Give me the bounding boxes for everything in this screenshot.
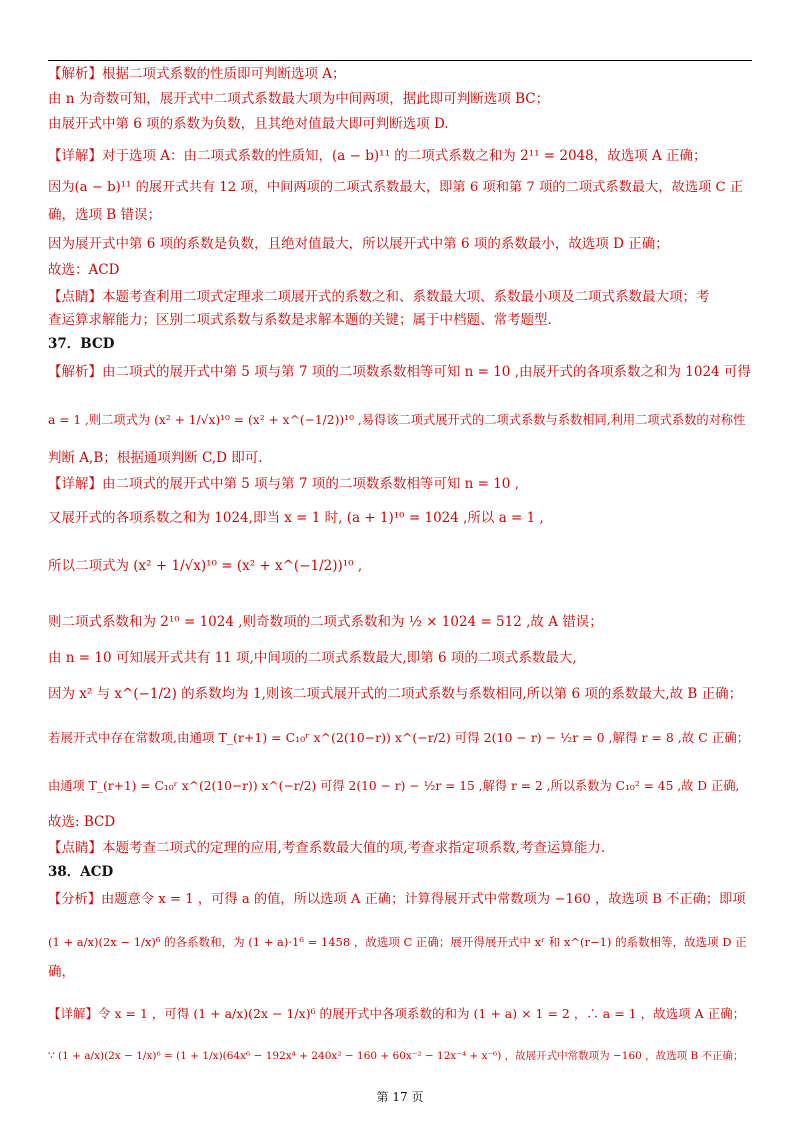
text-line: 由展开式中第 6 项的系数为负数，且其绝对值最大即可判断选项 D. [48,116,449,132]
text-line: 因为 x² 与 x^(−1/2) 的系数均为 1,则该二项式展开式的二项式系数与系数相同,所以第 6 项的系数最大,故 B 正确； [48,686,743,702]
text-line: 【详解】由二项式的展开式中第 5 项与第 7 项的二项数系数相等可知 n = 10 , [48,476,519,492]
text-line: 由 n = 10 可知展开式共有 11 项,中间项的二项式系数最大,即第 6 项的二项式系数最大, [48,650,577,666]
text-line: 【点睛】本题考查利用二项式定理求二项展开式的系数之和、系数最大项、系数最小项及二项式系数最大项；考 [48,289,710,305]
text-line: 【点睛】本题考查二项式的定理的应用,考查系数最大值的项,考查求指定项系数,考查运算能力. [48,840,606,856]
text-line: 因为(a − b)¹¹ 的展开式共有 12 项，中间两项的二项式系数最大，即第 6 项和第 7 项的二项式系数最大，故选项 C 正 [48,180,744,195]
question-number: 37．BCD [48,336,115,352]
text-line: 【解析】由二项式的展开式中第 5 项与第 7 项的二项数系数相等可知 n = 10 ,由展开式的各项系数之和为 1024 可得 [48,364,751,380]
formula-line: ∵ (1 + a/x)(2x − 1/x)⁶ = (1 + 1/x)(64x⁶ − 192x⁴ + 240x² − 160 + 60x⁻² − 12x⁻⁴ + x⁻⁶) ，故展开式中常数项为 −160 ，故选项 B 不正确； [48,1050,744,1062]
text-line: 确， [48,964,75,980]
formula-line: 【详解】令 x = 1 ，可得 (1 + a/x)(2x − 1/x)⁶ 的展开式中各项系数的和为 (1 + a) × 1 = 2 ，∴ a = 1 ，故选项 A 正确； [48,1006,746,1021]
text-line: 又展开式的各项系数之和为 1024,即当 x = 1 时, (a + 1)¹⁰ = 1024 ,所以 a = 1 , [48,510,544,526]
question-number: 38．ACD [48,864,114,880]
text-line: 则二项式系数和为 2¹⁰ = 1024 ,则奇数项的二项式系数和为 ½ × 1024 = 512 ,故 A 错误； [48,614,603,630]
text-line: 【详解】对于选项 A：由二项式系数的性质知，(a − b)¹¹ 的二项式系数之和为 2¹¹ = 2048，故选项 A 正确； [48,148,707,164]
formula-line: a = 1 ,则二项式为 (x² + 1/√x)¹⁰ = (x² + x^(−1/2))¹⁰ ,易得该二项式展开式的二项式系数与系数相同,利用二项式系数的对称性 [48,413,746,427]
text-line: 因为展开式中第 6 项的系数是负数，且绝对值最大，所以展开式中第 6 项的系数最小，故选项 D 正确； [48,236,669,252]
header-rule [48,60,752,61]
formula-line: 由通项 T_(r+1) = C₁₀ʳ x^(2(10−r)) x^(−r/2) 可得 2(10 − r) − ½r = 15 ,解得 r = 2 ,所以系数为 C₁₀² = 45 ,故 D 正确, [48,779,740,793]
formula-line: 若展开式中存在常数项,由通项 T_(r+1) = C₁₀ʳ x^(2(10−r)) x^(−r/2) 可得 2(10 − r) − ½r = 0 ,解得 r = 8 ,故 C 正确； [48,730,750,745]
page-number: 第 17 页 [376,1090,424,1104]
text-line: 故选: BCD [48,814,116,830]
text-line: 故选：ACD [48,262,120,278]
text-line: 查运算求解能力；区别二项式系数与系数是求解本题的关键；属于中档题、常考题型. [48,312,552,328]
text-line: 确，选项 B 错误； [48,207,162,223]
text-line: 【分析】由题意令 x = 1 ，可得 a 的值，所以选项 A 正确；计算得展开式中常数项为 −160 ，故选项 B 不正确；即项 [48,892,746,907]
formula-line: (1 + a/x)(2x − 1/x)⁶ 的各系数和，为 (1 + a)·1⁶ = 1458 ，故选项 C 正确；展开得展开式中 xʳ 和 x^(r−1) 的系数相等，故选项 D 正 [48,935,747,949]
formula-line: 所以二项式为 (x² + 1/√x)¹⁰ = (x² + x^(−1/2))¹⁰ , [48,558,363,574]
text-line: 判断 A,B；根据通项判断 C,D 即可. [48,450,263,466]
text-line: 【解析】根据二项式系数的性质即可判断选项 A； [48,66,346,82]
text-line: 由 n 为奇数可知，展开式中二项式系数最大项为中间两项，据此即可判断选项 BC； [48,91,550,107]
